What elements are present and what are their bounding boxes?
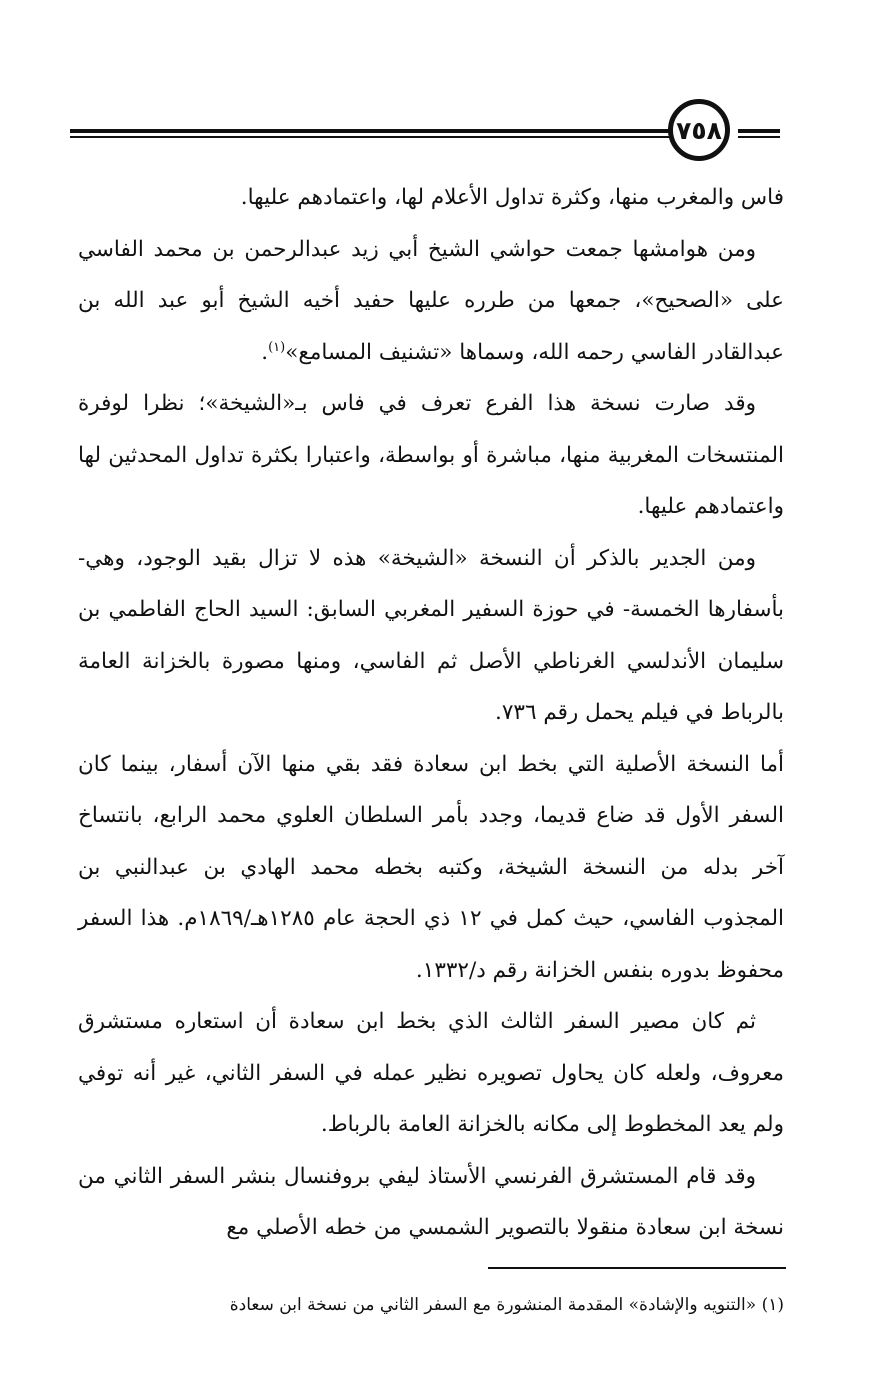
footnote-reference-punct: . — [261, 339, 269, 365]
paragraph-5: أما النسخة الأصلية التي بخط ابن سعادة فقد بقي منها الآن أسفار، بينما كان السفر الأول قد ضاع قديما، وجدد بأمر السلطان العلوي محمد الرابع، بانتساخ آخر بدله من النسخة الشيخة، وكتبه بخطه محمد الهادي بن عبدالنبي بن المجذوب الفاسي، حيث كمل في ١٢ ذي الحجة عام ١٢٨٥هـ/١٨٦٩م. هذا السفر محفوظ بدوره بنفس الخزانة رقم د/١٣٣٢. — [78, 751, 784, 983]
paragraph-3: وقد صارت نسخة هذا الفرع تعرف في فاس بـ«الشيخة»؛ نظرا لوفرة المنتسخات المغربية منها، مباشرة أو بواسطة، واعتبارا بكثرة تداول المحدثين لها واعتمادهم عليها. — [78, 391, 784, 519]
paragraph-2-text: ومن هوامشها جمعت حواشي الشيخ أبي زيد عبدالرحمن بن محمد الفاسي على «الصحيح»، جمعها من طرره عليها حفيد أخيه الشيخ أبو عبد الله بن عبدالقادر الفاسي رحمه الله، وسماها «تشنيف المسامع» — [78, 236, 784, 365]
paragraph-1: فاس والمغرب منها، وكثرة تداول الأعلام لها، واعتمادهم عليها. — [240, 185, 784, 210]
paragraph-4: ومن الجدير بالذكر أن النسخة «الشيخة» هذه لا تزال بقيد الوجود، وهي- بأسفارها الخمسة- في حوزة السفير المغربي السابق: السيد الحاج الفاطمي بن سليمان الأندلسي الغرناطي الأصل ثم الفاسي، ومنها مصورة بالخزانة العامة بالرباط في فيلم يحمل رقم ٧٣٦. — [78, 545, 784, 725]
page-header — [70, 95, 780, 165]
footnote-reference: (١) — [268, 339, 286, 355]
paragraph-2 — [78, 224, 784, 379]
body-text — [78, 172, 784, 1254]
footnote-divider — [488, 1267, 786, 1269]
header-rule-left — [70, 129, 675, 139]
paragraph-6: ثم كان مصير السفر الثالث الذي بخط ابن سعادة أن استعاره مستشرق معروف، ولعله كان يحاول تصويره نظير عمله في السفر الثاني، غير أنه توفي ولم يعد المخطوط إلى مكانه بالخزانة العامة بالرباط. — [78, 1009, 784, 1137]
footnote: (١) «التنويه والإشادة» المقدمة المنشورة مع السفر الثاني من نسخة ابن سعادة — [229, 1295, 784, 1315]
page-number: ٧٥٨ — [676, 115, 722, 145]
header-rule-right — [738, 129, 780, 139]
paragraph-7: وقد قام المستشرق الفرنسي الأستاذ ليفي بروفنسال بنشر السفر الثاني من نسخة ابن سعادة منقولا بالتصوير الشمسي من خطه الأصلي مع — [78, 1163, 784, 1240]
page-number-badge — [668, 99, 730, 161]
